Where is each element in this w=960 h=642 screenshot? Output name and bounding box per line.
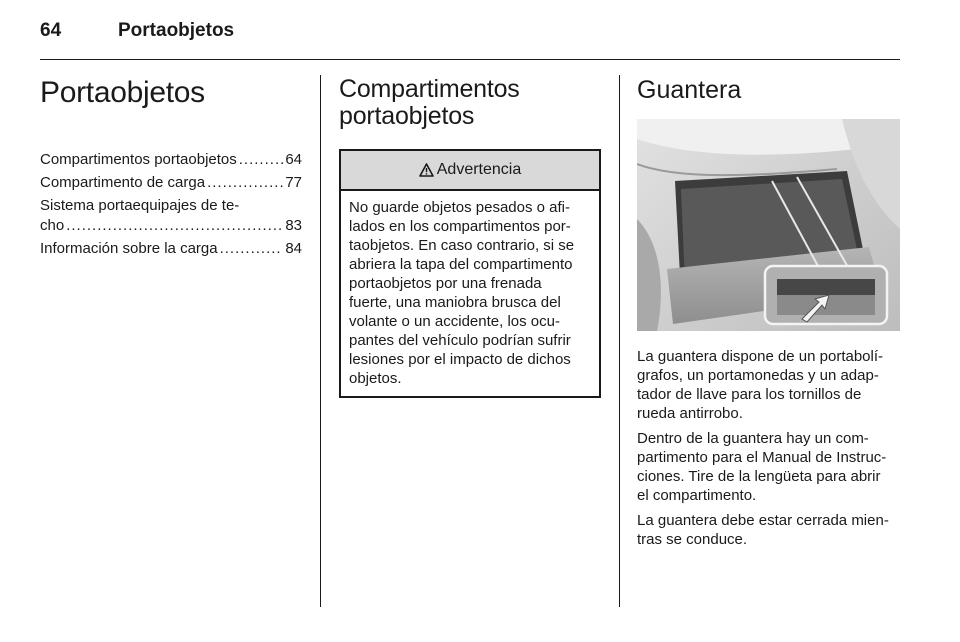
toc-entry-label: Información sobre la carga — [40, 240, 218, 257]
toc-entry[interactable] — [40, 196, 302, 236]
glovebox-paragraph: Dentro de la guantera hay un com- partimento para el Manual de Instruc- ciones. Tire de la lengüeta para abrir el compartimento. — [637, 430, 887, 504]
warning-text: No guarde objetos pesados o afi- lados en los compartimentos por- taobjetos. En caso contrario, si se abriera la tapa del compartimento portaobjetos por una frenada fuerte, una maniobra brusca del volante o un accidente, los ocu- pantes del vehículo podrían sufrir lesiones por el impacto de dichos objetos. — [349, 199, 575, 387]
toc-leader-dots — [239, 150, 284, 170]
toc-entry-page: 64 — [285, 151, 302, 168]
table-of-contents — [40, 150, 302, 259]
column-divider-2 — [619, 75, 620, 607]
running-title: Portaobjetos — [118, 20, 235, 41]
toc-leader-dots — [207, 173, 283, 193]
column-divider-1 — [320, 75, 321, 607]
toc-entry-page: 84 — [285, 240, 302, 257]
warning-title: Advertencia — [436, 161, 522, 178]
glovebox-paragraph: La guantera dispone de un portabolí- grafos, un portamonedas y un adap- tador de llave para los tornillos de rueda antirrobo. — [637, 348, 884, 422]
page-number: 64 — [40, 20, 62, 41]
toc-entry[interactable] — [40, 150, 302, 170]
section-title: Compartimentos portaobjetos — [339, 75, 520, 130]
toc-entry-label: Sistema portaequipajes de te- — [40, 197, 240, 214]
toc-leader-dots — [220, 239, 284, 259]
toc-entry-label-continued: cho — [40, 217, 65, 234]
toc-entry-page: 83 — [285, 217, 302, 234]
toc-entry[interactable] — [40, 173, 302, 193]
chapter-title: Portaobjetos — [40, 76, 205, 109]
glovebox-photo — [637, 119, 900, 331]
toc-leader-dots — [66, 216, 283, 236]
toc-entry-page: 77 — [285, 174, 302, 191]
storage-section — [339, 76, 601, 398]
glovebox-paragraph: La guantera debe estar cerrada mien- tras se conduce. — [637, 512, 889, 548]
chapter-column — [40, 76, 302, 262]
header-divider — [40, 59, 900, 60]
warning-box — [339, 149, 601, 398]
glovebox-section — [637, 76, 900, 549]
toc-entry-label: Compartimento de carga — [40, 174, 206, 191]
toc-entry[interactable] — [40, 239, 302, 259]
warning-header — [341, 151, 599, 191]
toc-entry-label: Compartimentos portaobjetos — [40, 151, 237, 168]
section-title: Guantera — [637, 76, 742, 104]
page-header — [40, 20, 900, 60]
warning-triangle-icon — [419, 163, 434, 177]
